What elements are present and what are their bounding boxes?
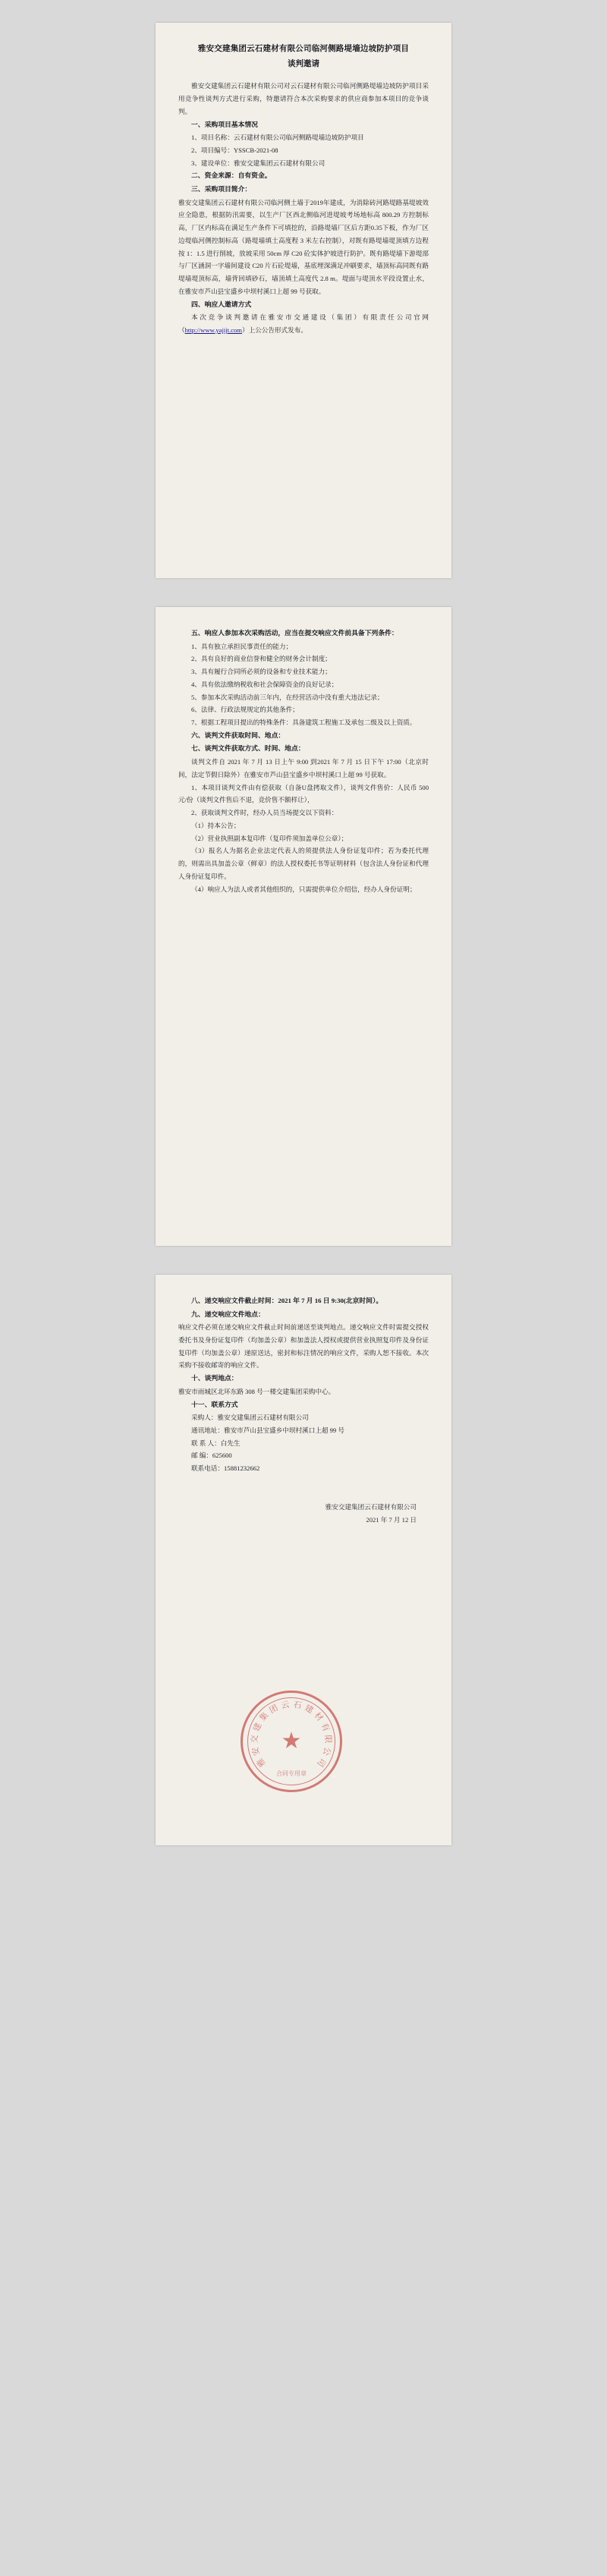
signature-block xyxy=(178,1501,429,1527)
section-5-item-5: 5、参加本次采购活动前三年内，在经营活动中没有重大违法记录； xyxy=(191,693,384,701)
section-4-heading: 四、响应人邀请方式 xyxy=(191,300,252,308)
section-5-item-3: 3、具有履行合同所必须的设备和专业技术能力； xyxy=(191,668,332,676)
section-5-item-7: 7、根据工程项目提出的特殊条件：具备建筑工程施工及承包二级及以上资质。 xyxy=(191,719,417,727)
announcement-link[interactable]: http://www.yajijt.com xyxy=(184,326,242,334)
bottom-margin xyxy=(0,1845,607,1876)
company-seal-icon xyxy=(241,1691,342,1792)
section-9-text: 响应文件必须在递交响应文件截止时间前递送至谈判地点。递交响应文件时需提交授权委托书及身份证复印件（均加盖公章）和加盖法人授权或提供营业执照复印件及身份证复印件（均加盖公章）递原送达，密封和标注情况的响应文件，采购人恕不接收。本次采购不接收邮寄的响应文件。 xyxy=(178,1323,429,1370)
contact-address: 通讯地址：雅安市芦山县宝盛乡中坝村溪口上超 99 号 xyxy=(191,1426,344,1434)
section-5-item-4: 4、具有依法缴纳税收和社会保障资金的良好记录； xyxy=(191,680,338,688)
section-10-text: 雅安市雨城区北环东路 308 号一楼交建集团采购中心。 xyxy=(178,1387,335,1395)
document-page-3 xyxy=(156,1275,451,1845)
section-10-heading: 十、谈判地点： xyxy=(191,1374,238,1382)
section-7-sub-1: （1）持本公告； xyxy=(191,821,241,829)
section-4-text xyxy=(178,311,429,337)
section-8-heading: 八、递交响应文件截止时间：2021 年 7 月 16 日 9:30(北京时间）。 xyxy=(191,1297,383,1304)
page-gap-2 xyxy=(0,1246,607,1275)
contact-purchaser: 采购人：雅安交建集团云石建材有限公司 xyxy=(191,1414,309,1422)
contact-postcode: 邮 编：625600 xyxy=(191,1452,232,1460)
contact-phone: 联系电话：15881232662 xyxy=(191,1464,260,1473)
intro-paragraph: 雅安交建集团云石建材有限公司对云石建材有限公司临河侧路堤墙边坡防护项目采用竞争性谈判方式进行采购，特邀请符合本次采购要求的供应商参加本项目的竞争谈判。 xyxy=(178,82,429,115)
signature-date: 2021 年 7 月 12 日 xyxy=(366,1516,417,1524)
section-7-sub-3: （3）报名人为据名企业法定代表人的须提供法人身份证复印件；若为委托代理的，则需出具加盖公章（鲜章）的法人授权委托书等证明材料（包含法人身份证和代理人身份证复印件。 xyxy=(178,847,429,880)
section-2-heading: 二、资金来源：自有资金。 xyxy=(191,171,272,180)
section-5-heading: 五、响应人参加本次采购活动，应当在提交响应文件前具备下列条件： xyxy=(191,629,398,637)
section-4-text-body: 本次竞争谈判邀请在雅安市交通建设（集团）有限责任公司官网（http://www.yajijt.com）上公公告形式发布。 xyxy=(178,313,429,334)
section-7-sub-4: （4）响应人为法人或者其他组织的，只需提供单位介绍信，经办人身份证明； xyxy=(191,885,417,893)
section-1-heading: 一、采购项目基本情况 xyxy=(191,120,258,128)
seal-outer-text: 雅 安 交 建 集 团 云 石 建 材 有 限 公 司 xyxy=(250,1700,333,1769)
section-6-heading: 六、谈判文件获取时间、地点： xyxy=(191,731,285,739)
document-title: 雅安交建集团云石建材有限公司临河侧路堤墙边坡防护项目 xyxy=(197,45,410,53)
section-1-item-2: 2、项目编号：YSSCB-2021-08 xyxy=(191,146,278,154)
section-7-heading: 七、谈判文件获取方式、时间、地点： xyxy=(191,744,305,753)
section-7-item-3: 2、获取谈判文件时，经办人员当场提交以下资料： xyxy=(191,809,338,817)
section-3-heading: 三、采购项目简介： xyxy=(191,184,252,193)
document-subtitle: 谈判邀请 xyxy=(288,60,319,69)
section-1-item-3: 3、建设单位：雅安交建集团云石建材有限公司 xyxy=(191,159,326,167)
contact-person: 联 系 人：白先生 xyxy=(191,1439,241,1447)
section-7-sub-2: （2）营业执照副本复印件（复印件须加盖单位公章）； xyxy=(191,834,348,842)
section-1-item-1: 1、项目名称：云石建材有限公司临河侧路堤墙边坡防护项目 xyxy=(191,134,364,142)
seal-inner-ring xyxy=(247,1697,335,1785)
seal-star-icon: ★ xyxy=(281,1728,302,1754)
top-margin xyxy=(0,0,607,23)
section-7-item-1: 谈判文件自 2021 年 7 月 13 日上午 9:00 到2021 年 7 月 15 日下午 17:00（北京时间，法定节假日除外）在雅安市芦山县宝盛乡中坝村溪口上超 99 号获取。 xyxy=(178,758,429,778)
section-9-heading: 九、递交响应文件地点： xyxy=(191,1310,265,1318)
signature-company: 雅安交建集团云石建材有限公司 xyxy=(325,1502,417,1511)
seal-bottom-text: 合同专用章 xyxy=(276,1770,307,1777)
document-page-1 xyxy=(156,23,451,578)
section-11-heading: 十一、联系方式 xyxy=(191,1400,238,1408)
section-3-text: 雅安交建集团云石建材有限公司临河侧土墙于2019年建成，为消除砖河路堤路基堤坡效应全隐患，根据防汛需要，以生产厂区西北侧临河进堤坡考场地标高 800.29 方控制标高，厂区内标高在满足生产条件下可填挖的，沿路堤墙厂区后方距0.35下板，作为厂区边堤临河侧控制标高（路堤墙填土高度程 3 米左右控制），对既有路堤墙堤顶填方边程按 1：1.5 进行削坡，放坡采用 50cm 厚 C20 砼实体护坡进行防护。既有路堤墙下游堤部与厂区涵洞一字墙间建设 C20 片石砼堤墙，基底埋深满足冲刷要求，墙顶标高同既有路堤墙堤顶标高，墙背回填砂石，墙顶填土高度代 2.8 m。堤面与堤顶水平段设置止水，在雅安市芦山县宝盛乡中坝村溪口上超 99 号获取。 xyxy=(178,198,429,295)
section-7-item-2: 1、本项目谈判文件由有偿获取（自备U盘拷取文件），谈判文件售价：人民币 500 元/份（谈判文件售后不退，竞价售不额样让）， xyxy=(178,783,429,804)
section-5-item-6: 6、法律、行政法规规定的其他条件； xyxy=(191,706,299,714)
document-page-2 xyxy=(156,607,451,1246)
section-5-item-1: 1、具有独立承担民事责任的能力； xyxy=(191,642,293,650)
section-5-item-2: 2、具有良好的商业信誉和健全的财务会计制度； xyxy=(191,655,332,663)
page-gap-1 xyxy=(0,578,607,607)
